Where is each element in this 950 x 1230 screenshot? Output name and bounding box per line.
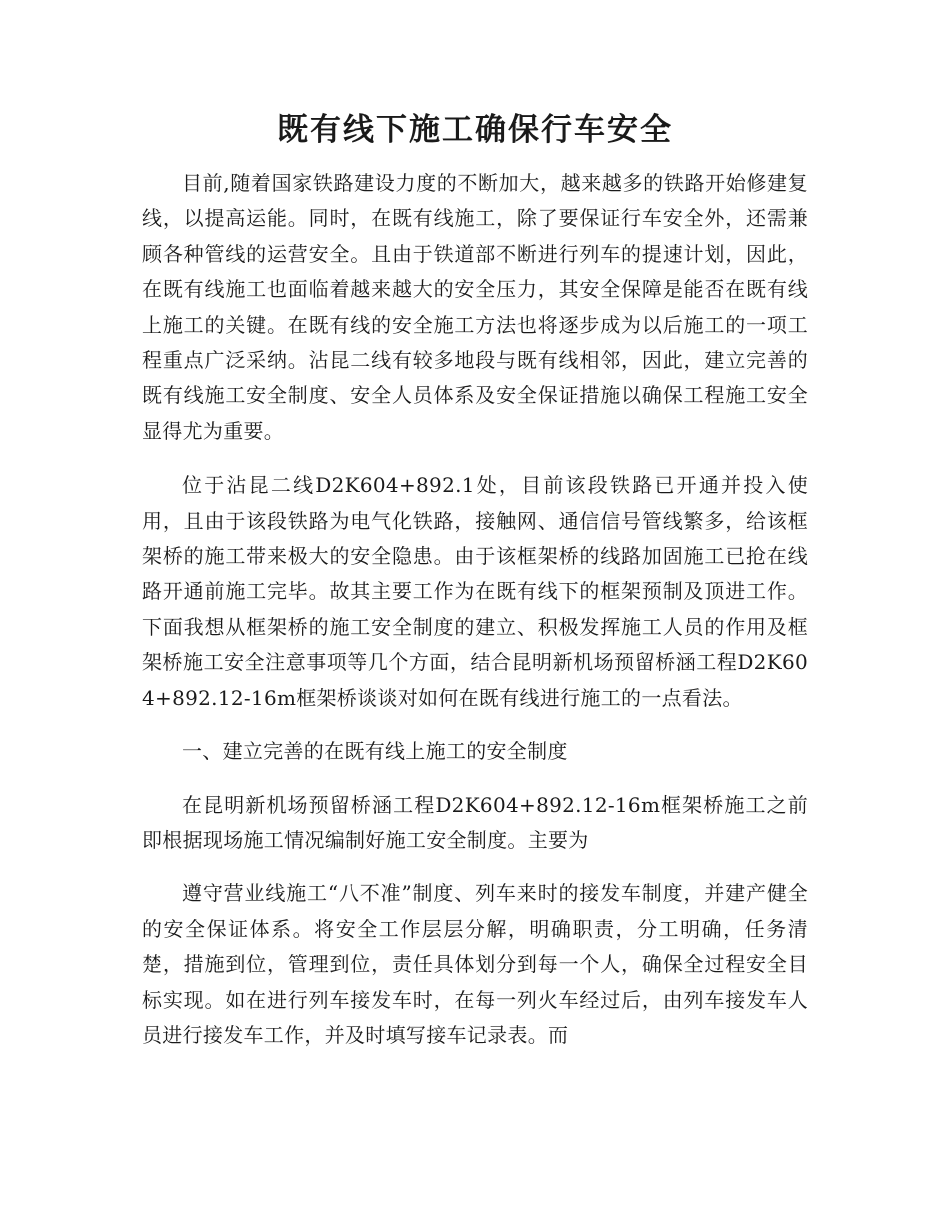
document-body	[142, 166, 808, 1053]
section-heading-1: 一、建立完善的在既有线上施工的安全制度	[182, 739, 568, 764]
paragraph-rules: 遵守营业线施工“八不准”制度、列车来时的接发车制度，并建产健全的安全保证体系。将安全工作层层分解，明确职责，分工明确，任务清楚，措施到位，管理到位，责任具体划分到每一个人，确保全过程安全目标实现。如在进行列车接发车时，在每一列火车经过后，由列车接发车人员进行接发车工作，并及时填写接车记录表。而	[142, 881, 808, 1047]
paragraph-location: 位于沾昆二线D2K604+892.1处，目前该段铁路已开通并投入使用，且由于该段铁路为电气化铁路，接触网、通信信号管线繁多，给该框架桥的施工带来极大的安全隐患。由于该框架桥的线路加固施工已抢在线路开通前施工完毕。故其主要工作为在既有线下的框架预制及顶进工作。下面我想从框架桥的施工安全制度的建立、积极发挥施工人员的作用及框架桥施工安全注意事项等几个方面，结合昆明新机场预留桥涵工程D2K604+892.12-16m框架桥谈谈对如何在既有线进行施工的一点看法。	[142, 473, 808, 710]
paragraph-safety-system: 在昆明新机场预留桥涵工程D2K604+892.12-16m框架桥施工之前即根据现场施工情况编制好施工安全制度。主要为	[142, 792, 808, 852]
document-title: 既有线下施工确保行车安全	[277, 112, 673, 148]
paragraph-intro: 目前,随着国家铁路建设力度的不断加大，越来越多的铁路开始修建复线，以提高运能。同时，在既有线施工，除了要保证行车安全外，还需兼顾各种管线的运营安全。且由于铁道部不断进行列车的提速计划，因此，在既有线施工也面临着越来越大的安全压力，其安全保障是能否在既有线上施工的关键。在既有线的安全施工方法也将逐步成为以后施工的一项工程重点广泛采纳。沾昆二线有较多地段与既有线相邻，因此，建立完善的既有线施工安全制度、安全人员体系及安全保证措施以确保工程施工安全显得尤为重要。	[142, 171, 808, 443]
